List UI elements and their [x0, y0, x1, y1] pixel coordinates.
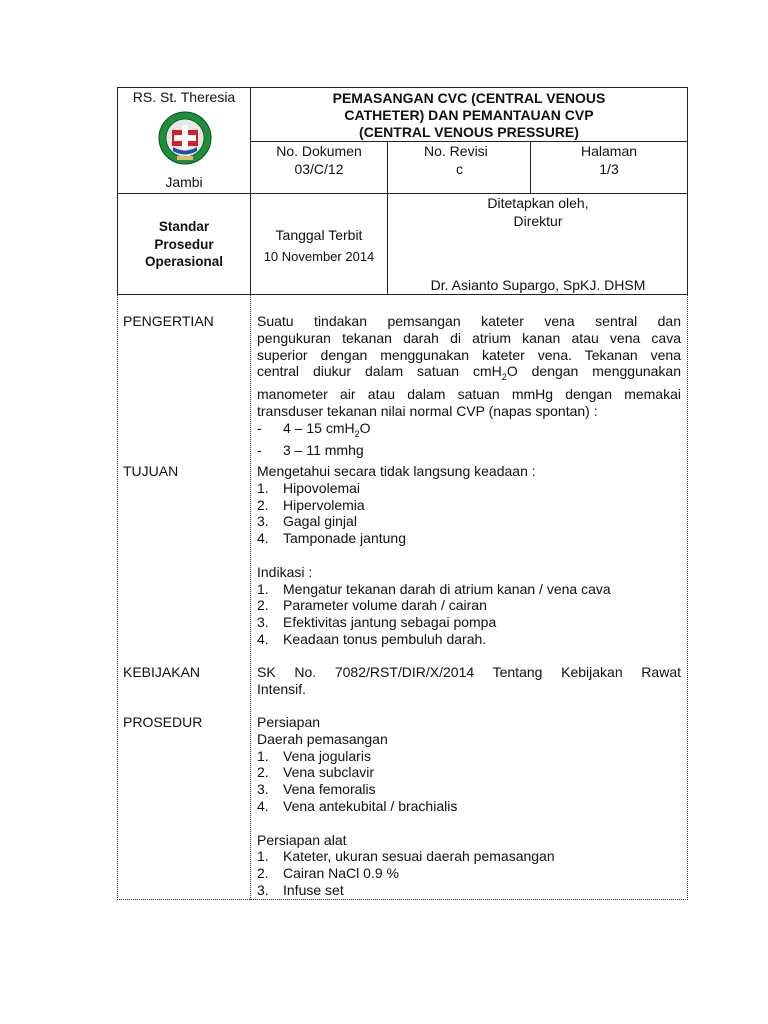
title-line-3: (CENTRAL VENOUS PRESSURE) — [359, 124, 579, 140]
body-bottom-border — [117, 899, 688, 900]
list-item: 1. Kateter, ukuran sesuai daerah pemasangan — [257, 848, 555, 865]
sop-label — [118, 218, 250, 271]
indikasi-item-1: Mengatur tekanan darah di atrium kanan / vena cava — [283, 580, 611, 597]
doc-number-cell — [251, 142, 387, 178]
list-item: 1. Vena jogularis — [257, 747, 371, 764]
section-label-kebijakan: KEBIJAKAN — [123, 664, 201, 680]
pengertian-text — [257, 313, 681, 459]
indikasi-item-3: Efektivitas jantung sebagai pompa — [283, 614, 497, 631]
tujuan-item-3: Gagal ginjal — [283, 513, 357, 530]
issue-date-label: Tanggal Terbit — [275, 227, 363, 243]
subscript-2: 2 — [501, 372, 507, 383]
header-top-border — [117, 87, 688, 88]
indikasi-item-4: Keadaan tonus pembuluh darah. — [283, 630, 487, 647]
daerah-item-3: Vena femoralis — [283, 781, 376, 798]
tujuan-intro: Mengetahui secara tidak langsung keadaan : — [257, 463, 536, 479]
kebijakan-line-1: SK No. 7082/RST/DIR/X/2014 Tentang Kebijakan Rawat — [257, 664, 681, 680]
normal-range-2 — [257, 442, 681, 459]
table-right-border — [687, 87, 688, 295]
range-2-text: 3 – 11 mmhg — [283, 442, 364, 459]
alat-item-3: Infuse set — [283, 881, 344, 898]
list-item: 3. Vena femoralis — [257, 781, 376, 798]
approver-name: Dr. Asianto Supargo, SpKJ. DHSM — [430, 277, 646, 293]
persiapan-heading: Persiapan — [257, 714, 321, 730]
revision-cell — [424, 142, 524, 178]
list-item: 2. Parameter volume darah / cairan — [257, 597, 487, 614]
approval-block — [388, 194, 688, 230]
list-item: 2. Vena subclavir — [257, 764, 375, 781]
tujuan-item-1: Hipovolemai — [283, 479, 361, 496]
list-item: 3. Efektivitas jantung sebagai pompa — [257, 614, 497, 631]
page-label: Halaman — [580, 143, 638, 159]
revision-value: c — [456, 161, 463, 177]
body-col-divider — [250, 295, 251, 900]
page-cell — [531, 142, 687, 178]
list-item: 3. Infuse set — [257, 881, 344, 898]
issue-date-value: 10 November 2014 — [263, 249, 375, 264]
hospital-city: Jambi — [165, 174, 203, 190]
list-item: 3. Gagal ginjal — [257, 513, 357, 530]
alat-heading: Persiapan alat — [257, 831, 347, 848]
approver-title: Direktur — [513, 213, 563, 229]
hospital-logo — [157, 110, 213, 166]
daerah-item-4: Vena antekubital / brachialis — [283, 797, 458, 814]
revision-label: No. Revisi — [424, 143, 488, 159]
header-bottom-border — [117, 294, 688, 295]
normal-range-1 — [257, 420, 681, 443]
sop-line-2: Prosedur — [154, 236, 214, 252]
pengertian-line-4 — [257, 363, 681, 386]
section-label-pengertian: PENGERTIAN — [123, 313, 214, 329]
hospital-name: RS. St. Theresia — [132, 89, 236, 105]
prosedur-text — [257, 714, 681, 899]
dash-bullet: - — [257, 419, 262, 436]
pengertian-line-1: Suatu tindakan pemsangan kateter vena sentral dan — [257, 313, 681, 329]
subscript-2: 2 — [354, 428, 360, 439]
doc-number-label: No. Dokumen — [276, 143, 362, 159]
document-title — [251, 90, 687, 141]
tujuan-item-4: Tamponade jantung — [283, 530, 406, 547]
alat-item-1: Kateter, ukuran sesuai daerah pemasangan — [283, 848, 555, 865]
title-line-1: PEMASANGAN CVC (CENTRAL VENOUS — [332, 90, 606, 106]
pengertian-line-4-pre: central diukur dalam satuan cmH — [257, 363, 502, 380]
list-item: 4. Tamponade jantung — [257, 530, 406, 547]
daerah-item-2: Vena subclavir — [283, 764, 375, 781]
dash-bullet: - — [257, 442, 262, 459]
pengertian-line-5: manometer air atau dalam satuan mmHg dengan memakai — [257, 385, 681, 402]
range-1-pre: 4 – 15 cmH — [283, 419, 355, 436]
tujuan-text — [257, 463, 681, 648]
range-1-post: O — [359, 419, 371, 436]
kebijakan-text — [257, 664, 681, 698]
sop-line-1: Standar — [158, 219, 210, 234]
page-value: 1/3 — [599, 161, 619, 177]
section-label-prosedur: PROSEDUR — [123, 714, 203, 730]
indikasi-label: Indikasi : — [257, 563, 313, 580]
indikasi-item-2: Parameter volume darah / cairan — [283, 597, 487, 614]
section-label-tujuan: TUJUAN — [123, 463, 179, 479]
pengertian-line-6: transduser tekanan nilai normal CVP (napas spontan) : — [257, 402, 598, 419]
tujuan-item-2: Hipervolemia — [283, 496, 365, 513]
list-item: 1. Mengatur tekanan darah di atrium kanan / vena cava — [257, 580, 611, 597]
alat-item-2: Cairan NaCl 0.9 % — [283, 865, 399, 882]
sop-line-3: Operasional — [144, 254, 224, 269]
pengertian-line-3: superior dengan menggunakan kateter vena. Tekanan vena — [257, 346, 681, 363]
body-left-border — [117, 295, 118, 900]
pengertian-line-2: pengukuran tekanan darah di atrium kanan atau vena cava — [257, 329, 681, 346]
approved-by: Ditetapkan oleh, — [487, 195, 589, 211]
title-line-2: CATHETER) DAN PEMANTAUAN CVP — [344, 107, 594, 123]
body-right-border — [687, 295, 688, 900]
list-item: 4. Vena antekubital / brachialis — [257, 797, 458, 814]
daerah-item-1: Vena jogularis — [283, 747, 371, 764]
list-item: 4. Keadaan tonus pembuluh darah. — [257, 630, 487, 647]
kebijakan-line-2: Intensif. — [257, 680, 307, 697]
list-item: 2. Cairan NaCl 0.9 % — [257, 865, 399, 882]
pengertian-line-4-post: O dengan menggunakan — [506, 363, 682, 380]
daerah-heading: Daerah pemasangan — [257, 730, 388, 747]
list-item: 2. Hipervolemia — [257, 496, 365, 513]
doc-number-value: 03/C/12 — [294, 161, 344, 177]
list-item: 1. Hipovolemai — [257, 479, 361, 496]
